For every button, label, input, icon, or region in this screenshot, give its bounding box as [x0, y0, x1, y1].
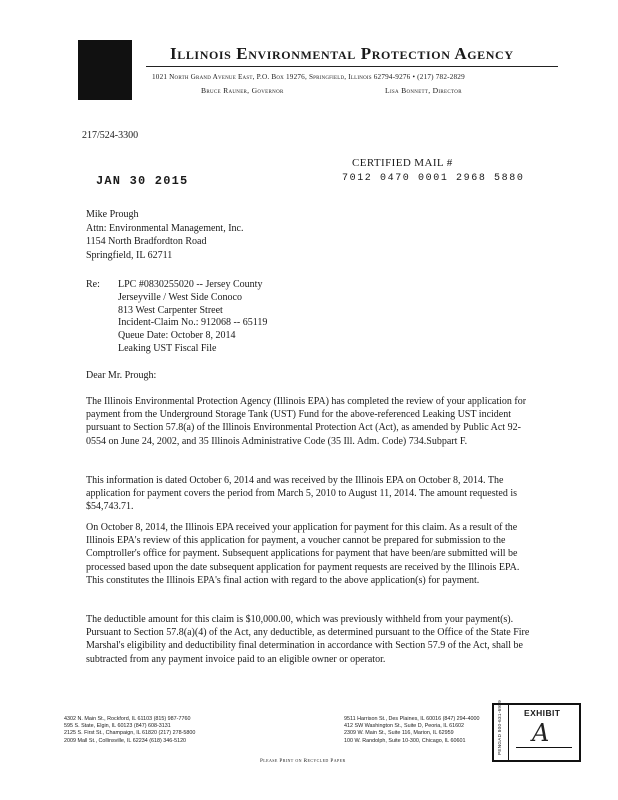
- re-line: Queue Date: October 8, 2014: [118, 330, 236, 342]
- footer-address: 9511 Harrison St., Des Plaines, IL 60016 (847) 294-4000: [344, 716, 480, 722]
- footer-address: 2009 Mall St., Collinsville, IL 62234 (618) 346-5120: [64, 737, 187, 744]
- recipient-city: Springfield, IL 62711: [86, 249, 173, 261]
- body-paragraph: On October 8, 2014, the Illinois EPA received your application for payment for this claim. As a result of the Illinois EPA's review of this application for payment, a voucher cannot be prepared for submission to the Comptroller's office for payment. Subsequent applications for payment that have been/are submitted will be processed based upon the date subsequent application for payment requests are received by the Illinois EPA. This constitutes the Illinois EPA's final action with regard to the above application(s) for payment.: [86, 522, 520, 586]
- re-line: 813 West Carpenter Street: [118, 304, 223, 316]
- recipient-name: Mike Prough: [86, 209, 139, 220]
- re-line: Leaking UST Fiscal File: [118, 342, 217, 354]
- exhibit-sticker: [492, 700, 581, 762]
- recycled-paper-note: Please Print on Recycled Paper: [260, 758, 346, 764]
- footer-addresses-left: [64, 716, 195, 745]
- certified-mail-label: CERTIFIED MAIL #: [352, 157, 453, 169]
- phone-number: 217/524-3300: [82, 130, 139, 141]
- letterhead-rule: [146, 66, 558, 67]
- agency-name: Illinois Environmental Protection Agency: [170, 44, 514, 63]
- exhibit-side-text: PENGAD 800-631-6989: [497, 700, 502, 755]
- exhibit-signature-line: [516, 747, 572, 748]
- re-line: LPC #0830255020 -- Jersey County: [118, 279, 263, 290]
- exhibit-title: EXHIBIT: [524, 708, 561, 718]
- director-name: Lisa Bonnett, Director: [385, 86, 462, 95]
- re-block: [118, 279, 267, 356]
- footer-address: 412 SW Washington St., Suite D, Peoria, IL 61602: [344, 723, 465, 730]
- re-line: Incident-Claim No.: 912068 -- 65119: [118, 317, 268, 329]
- exhibit-divider: [508, 705, 509, 760]
- body-paragraph: This information is dated October 6, 2014 and was received by the Illinois EPA on October 8, 2014. The application for payment covers the period from March 5, 2010 to August 11, 2014. The amount requested is $54,743.71.: [86, 475, 518, 513]
- footer-address: 595 S. State, Elgin, IL 60123 (847) 608-3131: [64, 723, 171, 730]
- governor-name: Bruce Rauner, Governor: [201, 86, 284, 95]
- agency-logo: [78, 40, 132, 100]
- re-label: Re:: [86, 279, 100, 290]
- footer-addresses-right: [344, 716, 494, 745]
- date-stamp: JAN 30 2015: [96, 174, 189, 188]
- agency-address: 1021 North Grand Avenue East, P.O. Box 19276, Springfield, Illinois 62794-9276 • (217) 782-2829: [152, 73, 465, 81]
- certified-mail-number: 7012 0470 0001 2968 5880: [342, 173, 525, 184]
- footer-address: 2309 W. Main St., Suite 116, Marion, IL 62959: [344, 730, 454, 737]
- footer-address: 4302 N. Main St., Rockford, IL 61103 (815) 987-7760: [64, 716, 191, 722]
- recipient-address: [86, 208, 243, 262]
- salutation: Dear Mr. Prough:: [86, 370, 157, 381]
- exhibit-side-label: [496, 700, 506, 755]
- footer-address: 2125 S. First St., Champaign, IL 61820 (217) 278-5800: [64, 730, 196, 737]
- recipient-street: 1154 North Bradfordton Road: [86, 236, 207, 247]
- footer-address: 100 W. Randolph, Suite 10-300, Chicago, IL 60601: [344, 737, 466, 744]
- exhibit-letter: A: [532, 719, 550, 747]
- recipient-attn: Attn: Environmental Management, Inc.: [86, 222, 244, 234]
- re-line: Jerseyville / West Side Conoco: [118, 291, 242, 303]
- body-paragraph: The deductible amount for this claim is $10,000.00, which was previously withheld from your payment(s). Pursuant to Section 57.8(a)(4) of the Act, any deductible, as determined pursuant to the Office of the State Fire Marshal's eligibility and deductibility final determination in accordance with Section 57.9 of the Act, shall be subtracted from any payment invoice paid to an eligible owner or operator.: [86, 614, 530, 665]
- body-paragraph: The Illinois Environmental Protection Agency (Illinois EPA) has completed the review of your application for payment from the Underground Storage Tank (UST) Fund for the above-referenced Leaking UST incident pursuant to Section 57.8(a) of the Illinois Environmental Protection Act (Act), as amended by Public Act 92-0554 on June 24, 2002, and 35 Illinois Administrative Code (35 Ill. Adm. Code) 734.Subpart F.: [86, 396, 527, 447]
